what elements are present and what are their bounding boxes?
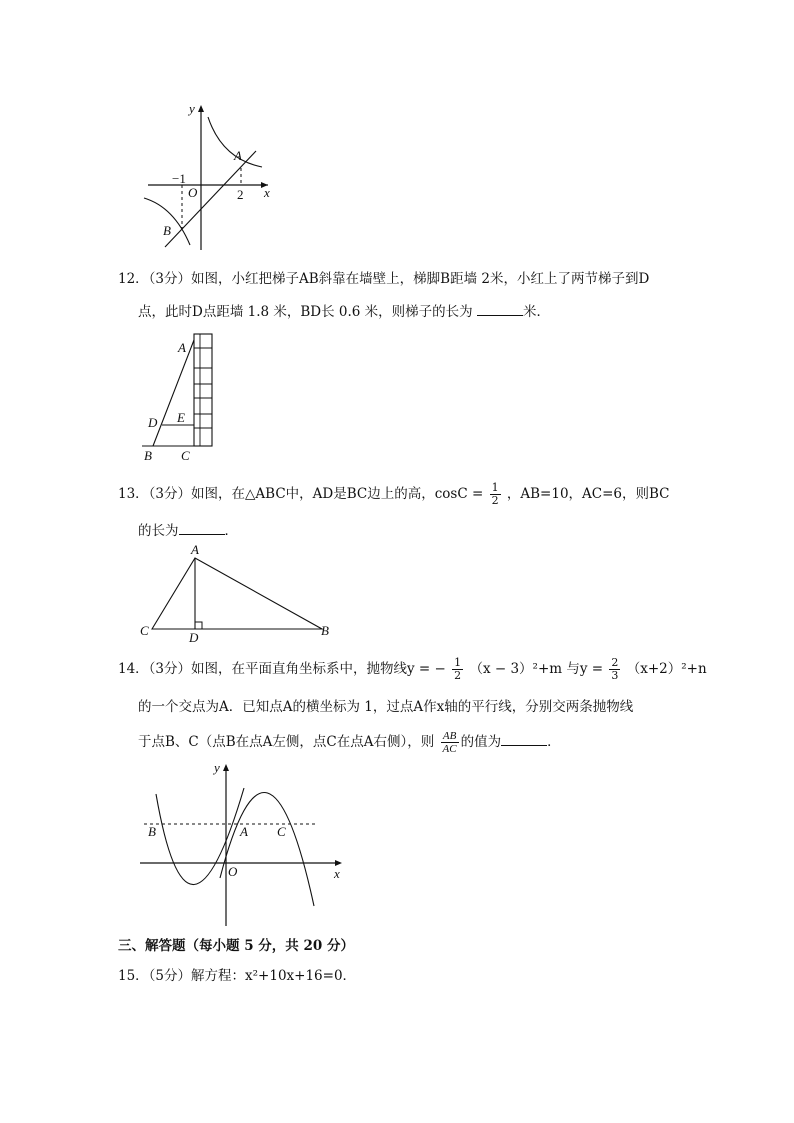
- figure-q13-triangle: [136, 540, 336, 645]
- q14-line3-text-b: 的值为: [460, 734, 502, 750]
- fig11-label-2: 2: [237, 187, 244, 202]
- q14-line1-text-a: 14．（3分）如图，在平面直角坐标系中，抛物线y = −: [118, 661, 446, 677]
- q14-line3-end: ．: [547, 734, 561, 750]
- fig13-label-a: A: [191, 542, 199, 557]
- section-3-heading: 三、解答题（每小题 5 分，共 20 分）: [118, 938, 354, 954]
- fig11-label-b: B: [163, 223, 171, 238]
- q15-line: 15．（5分）解方程：x²+10x+16=0．: [118, 968, 357, 984]
- q13-answer-blank[interactable]: [179, 520, 225, 535]
- q14-frac2-den: 3: [611, 669, 619, 682]
- q14-frac3-den: AC: [442, 743, 457, 755]
- q12-line2-text: 点，此时D点距墙 1.8 米，BD长 0.6 米，则梯子的长为: [138, 304, 473, 320]
- fig11-label-x: x: [264, 185, 270, 200]
- q14-frac1-num: 1: [454, 656, 462, 669]
- q14-fraction-3: [441, 730, 459, 755]
- q13-line2: [138, 520, 238, 541]
- fig14-label-b: B: [148, 824, 156, 839]
- q14-fraction-2: [609, 657, 620, 682]
- q12-line1: 12．（3分）如图，小红把梯子AB斜靠在墙壁上，梯脚B距墙 2米，小红上了两节梯子到D: [118, 271, 650, 287]
- q14-fraction-1: [452, 657, 463, 682]
- q13-line1: [118, 482, 670, 507]
- q13-line1-text-b: ，AB=10，AC=6，则BC: [506, 486, 670, 502]
- q14-frac2-num: 2: [611, 656, 619, 669]
- q13-line1-text-a: 13．（3分）如图，在△ABC中，AD是BC边上的高，cosC =: [118, 486, 484, 502]
- fig14-label-a: A: [240, 824, 248, 839]
- q13-frac-den: 2: [491, 494, 499, 507]
- q14-frac1-den: 2: [454, 669, 462, 682]
- q14-answer-blank[interactable]: [501, 731, 547, 746]
- q12-answer-blank[interactable]: [477, 301, 523, 316]
- q14-line2: 的一个交点为A．已知点A的横坐标为 1，过点A作x轴的平行线，分别交两条抛物线: [138, 699, 634, 715]
- q13-line2-end: ．: [224, 523, 238, 539]
- fig12-label-b: B: [144, 448, 152, 463]
- fig11-label-neg1: −1: [172, 171, 186, 186]
- fig12-label-c: C: [181, 448, 190, 463]
- q14-line1-text-b: （x − 3）²+m 与y =: [469, 661, 604, 677]
- q14-frac3-num: AB: [441, 730, 459, 743]
- figure-q11-hyperbola-line: [130, 95, 280, 255]
- q14-line1-text-c: （x+2）²+n: [626, 661, 707, 677]
- fig14-label-c: C: [277, 824, 286, 839]
- q14-line3-text-a: 于点B、C（点B在点A左侧，点C在点A右侧），则: [138, 734, 435, 750]
- fig11-label-a: A: [234, 148, 242, 163]
- q12-line2-unit: 米．: [522, 304, 550, 320]
- q12-line2: [138, 301, 550, 322]
- fig12-label-d: D: [148, 415, 158, 430]
- q13-line2-text: 的长为: [138, 523, 179, 539]
- fig11-label-y: y: [189, 101, 195, 116]
- fig13-label-c: C: [140, 623, 149, 638]
- fig14-label-origin: O: [228, 864, 238, 879]
- q13-fraction: [490, 482, 501, 507]
- fig13-label-d: D: [189, 630, 199, 645]
- fig11-label-origin: O: [188, 185, 198, 200]
- figure-q14-parabolas: [136, 758, 351, 930]
- fig14-label-x: x: [334, 866, 340, 881]
- q14-line3: [138, 730, 561, 755]
- fig13-label-b: B: [321, 623, 329, 638]
- figure-q12-ladder: [136, 328, 226, 463]
- fig12-label-a: A: [178, 340, 186, 355]
- fig12-label-e: E: [177, 410, 185, 425]
- q14-line1: [118, 657, 707, 682]
- fig14-label-y: y: [214, 760, 220, 775]
- q13-frac-num: 1: [491, 481, 499, 494]
